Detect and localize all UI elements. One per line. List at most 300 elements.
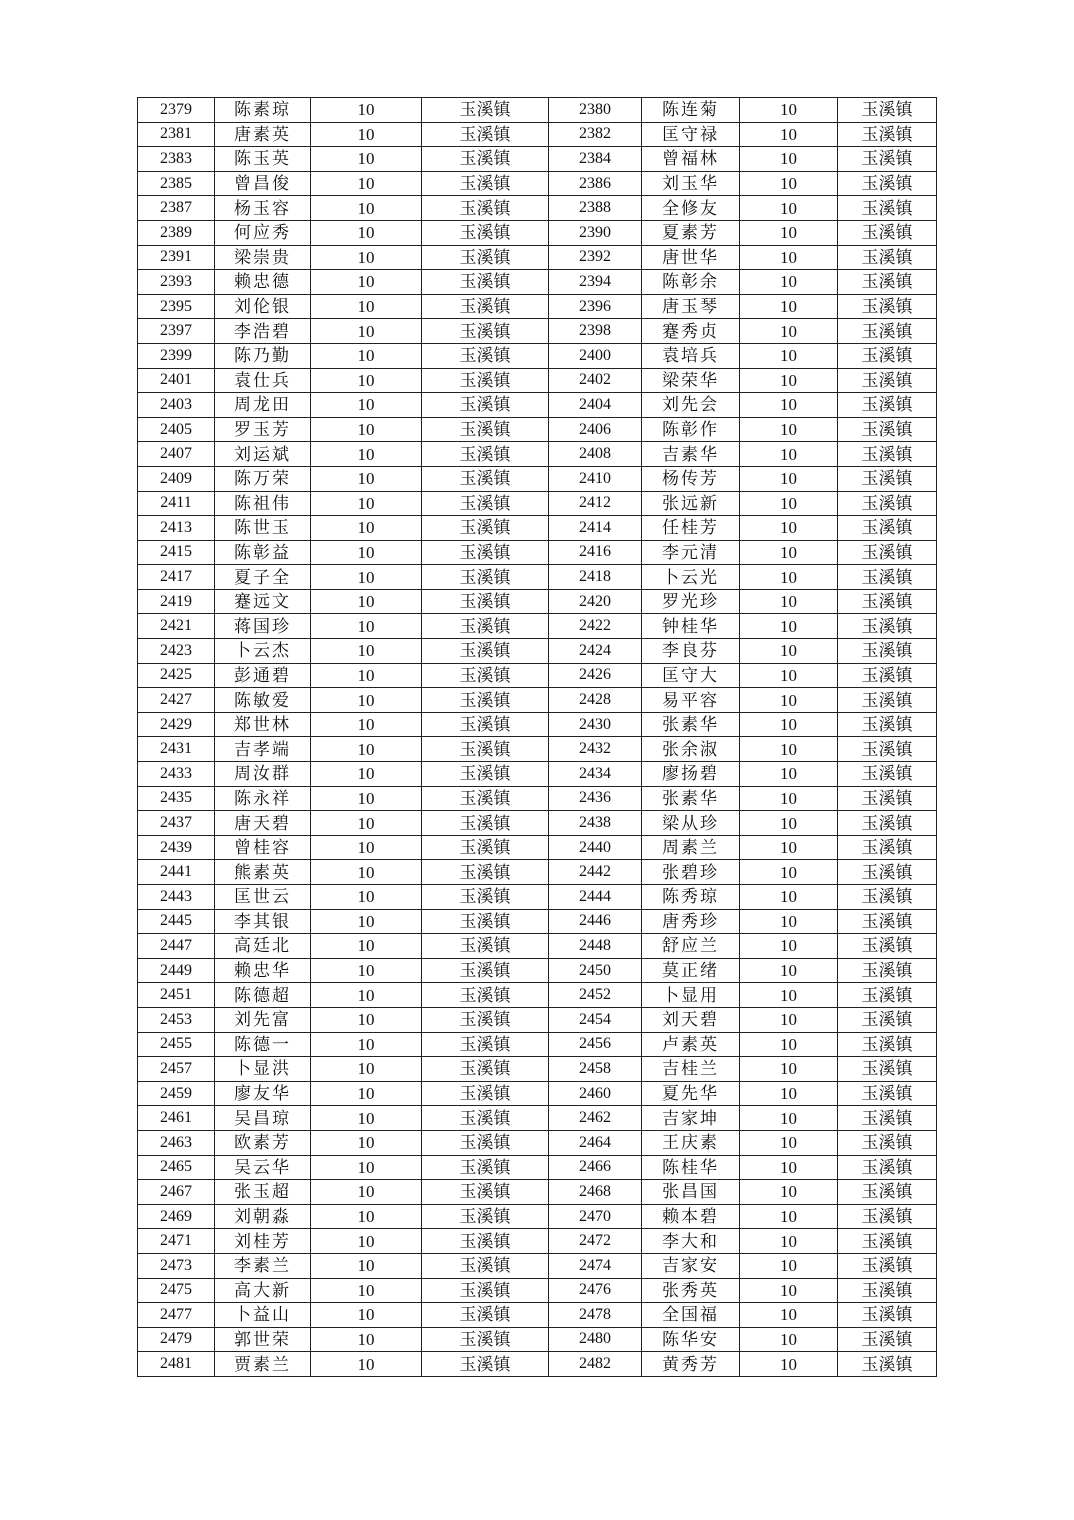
- amount-cell: 10: [311, 1130, 422, 1155]
- row-number-cell: 2397: [138, 319, 215, 344]
- amount-cell: 10: [740, 466, 838, 491]
- town-cell: 玉溪镇: [422, 393, 549, 418]
- person-name-cell: 赖忠华: [215, 958, 311, 983]
- town-cell: 玉溪镇: [422, 983, 549, 1008]
- person-name-cell: 匡守禄: [642, 122, 740, 147]
- table-row: [138, 589, 937, 614]
- person-name-cell: 张昌国: [642, 1180, 740, 1205]
- row-number-cell: 2409: [138, 466, 215, 491]
- amount-cell: 10: [740, 885, 838, 910]
- row-number-cell: 2454: [549, 1007, 642, 1032]
- amount-cell: 10: [740, 835, 838, 860]
- person-name-cell: 李素兰: [215, 1253, 311, 1278]
- town-cell: 玉溪镇: [422, 1303, 549, 1328]
- amount-cell: 10: [311, 393, 422, 418]
- town-cell: 玉溪镇: [422, 1057, 549, 1082]
- town-cell: 玉溪镇: [422, 786, 549, 811]
- table-row: [138, 737, 937, 762]
- table-row: [138, 220, 937, 245]
- row-number-cell: 2469: [138, 1204, 215, 1229]
- person-name-cell: 郑世林: [215, 712, 311, 737]
- amount-cell: 10: [740, 1229, 838, 1254]
- person-name-cell: 陈华安: [642, 1327, 740, 1352]
- town-cell: 玉溪镇: [422, 1032, 549, 1057]
- town-cell: 玉溪镇: [838, 294, 937, 319]
- town-cell: 玉溪镇: [422, 516, 549, 541]
- amount-cell: 10: [311, 516, 422, 541]
- table-row: [138, 368, 937, 393]
- person-name-cell: 廖扬碧: [642, 762, 740, 787]
- row-number-cell: 2458: [549, 1057, 642, 1082]
- amount-cell: 10: [311, 885, 422, 910]
- amount-cell: 10: [311, 614, 422, 639]
- row-number-cell: 2462: [549, 1106, 642, 1131]
- town-cell: 玉溪镇: [838, 1303, 937, 1328]
- person-name-cell: 卜云杰: [215, 639, 311, 664]
- town-cell: 玉溪镇: [422, 762, 549, 787]
- table-row: [138, 934, 937, 959]
- amount-cell: 10: [740, 540, 838, 565]
- person-name-cell: 梁从珍: [642, 811, 740, 836]
- town-cell: 玉溪镇: [422, 639, 549, 664]
- amount-cell: 10: [740, 1327, 838, 1352]
- amount-cell: 10: [740, 343, 838, 368]
- amount-cell: 10: [740, 417, 838, 442]
- table-row: [138, 1303, 937, 1328]
- row-number-cell: 2379: [138, 98, 215, 123]
- amount-cell: 10: [311, 270, 422, 295]
- row-number-cell: 2405: [138, 417, 215, 442]
- table-row: [138, 1180, 937, 1205]
- amount-cell: 10: [311, 1057, 422, 1082]
- row-number-cell: 2395: [138, 294, 215, 319]
- town-cell: 玉溪镇: [838, 762, 937, 787]
- person-name-cell: 张碧珍: [642, 860, 740, 885]
- table-row: [138, 565, 937, 590]
- amount-cell: 10: [311, 1081, 422, 1106]
- amount-cell: 10: [740, 983, 838, 1008]
- row-number-cell: 2470: [549, 1204, 642, 1229]
- person-name-cell: 梁崇贵: [215, 245, 311, 270]
- person-name-cell: 全国福: [642, 1303, 740, 1328]
- person-name-cell: 罗玉芳: [215, 417, 311, 442]
- table-row: [138, 712, 937, 737]
- table-row: [138, 688, 937, 713]
- town-cell: 玉溪镇: [838, 196, 937, 221]
- row-number-cell: 2393: [138, 270, 215, 295]
- town-cell: 玉溪镇: [838, 417, 937, 442]
- row-number-cell: 2453: [138, 1007, 215, 1032]
- row-number-cell: 2474: [549, 1253, 642, 1278]
- row-number-cell: 2431: [138, 737, 215, 762]
- town-cell: 玉溪镇: [838, 835, 937, 860]
- row-number-cell: 2437: [138, 811, 215, 836]
- town-cell: 玉溪镇: [838, 639, 937, 664]
- town-cell: 玉溪镇: [422, 1007, 549, 1032]
- row-number-cell: 2476: [549, 1278, 642, 1303]
- table-row: [138, 442, 937, 467]
- person-name-cell: 刘伦银: [215, 294, 311, 319]
- town-cell: 玉溪镇: [838, 885, 937, 910]
- table-row: [138, 466, 937, 491]
- town-cell: 玉溪镇: [838, 516, 937, 541]
- person-name-cell: 吴昌琼: [215, 1106, 311, 1131]
- person-name-cell: 钟桂华: [642, 614, 740, 639]
- row-number-cell: 2419: [138, 589, 215, 614]
- amount-cell: 10: [311, 1352, 422, 1377]
- town-cell: 玉溪镇: [838, 245, 937, 270]
- person-name-cell: 陈连菊: [642, 98, 740, 123]
- person-name-cell: 周龙田: [215, 393, 311, 418]
- person-name-cell: 何应秀: [215, 220, 311, 245]
- table-row: [138, 540, 937, 565]
- row-number-cell: 2403: [138, 393, 215, 418]
- row-number-cell: 2464: [549, 1130, 642, 1155]
- amount-cell: 10: [740, 245, 838, 270]
- town-cell: 玉溪镇: [838, 368, 937, 393]
- row-number-cell: 2394: [549, 270, 642, 295]
- row-number-cell: 2481: [138, 1352, 215, 1377]
- amount-cell: 10: [740, 122, 838, 147]
- person-name-cell: 李元清: [642, 540, 740, 565]
- row-number-cell: 2382: [549, 122, 642, 147]
- row-number-cell: 2422: [549, 614, 642, 639]
- town-cell: 玉溪镇: [838, 220, 937, 245]
- person-name-cell: 陈万荣: [215, 466, 311, 491]
- town-cell: 玉溪镇: [838, 147, 937, 172]
- row-number-cell: 2398: [549, 319, 642, 344]
- table-row: [138, 885, 937, 910]
- person-name-cell: 高大新: [215, 1278, 311, 1303]
- person-name-cell: 陈秀琼: [642, 885, 740, 910]
- town-cell: 玉溪镇: [838, 122, 937, 147]
- table-row: [138, 1032, 937, 1057]
- amount-cell: 10: [740, 98, 838, 123]
- town-cell: 玉溪镇: [838, 663, 937, 688]
- row-number-cell: 2412: [549, 491, 642, 516]
- town-cell: 玉溪镇: [838, 442, 937, 467]
- amount-cell: 10: [740, 147, 838, 172]
- amount-cell: 10: [311, 1032, 422, 1057]
- table-row: [138, 958, 937, 983]
- table-row: [138, 639, 937, 664]
- row-number-cell: 2459: [138, 1081, 215, 1106]
- person-name-cell: 张素华: [642, 712, 740, 737]
- table-row: [138, 1130, 937, 1155]
- person-name-cell: 张素华: [642, 786, 740, 811]
- roster-table: [137, 97, 937, 1377]
- amount-cell: 10: [740, 1032, 838, 1057]
- row-number-cell: 2388: [549, 196, 642, 221]
- table-row: [138, 196, 937, 221]
- town-cell: 玉溪镇: [838, 1007, 937, 1032]
- person-name-cell: 夏先华: [642, 1081, 740, 1106]
- person-name-cell: 杨传芳: [642, 466, 740, 491]
- row-number-cell: 2448: [549, 934, 642, 959]
- amount-cell: 10: [311, 196, 422, 221]
- person-name-cell: 陈永祥: [215, 786, 311, 811]
- amount-cell: 10: [740, 860, 838, 885]
- amount-cell: 10: [311, 688, 422, 713]
- row-number-cell: 2441: [138, 860, 215, 885]
- town-cell: 玉溪镇: [422, 614, 549, 639]
- amount-cell: 10: [311, 368, 422, 393]
- person-name-cell: 匡世云: [215, 885, 311, 910]
- town-cell: 玉溪镇: [838, 909, 937, 934]
- table-row: [138, 983, 937, 1008]
- row-number-cell: 2410: [549, 466, 642, 491]
- amount-cell: 10: [311, 1303, 422, 1328]
- town-cell: 玉溪镇: [422, 319, 549, 344]
- person-name-cell: 吉素华: [642, 442, 740, 467]
- amount-cell: 10: [311, 343, 422, 368]
- town-cell: 玉溪镇: [838, 1204, 937, 1229]
- person-name-cell: 罗光珍: [642, 589, 740, 614]
- row-number-cell: 2396: [549, 294, 642, 319]
- amount-cell: 10: [311, 663, 422, 688]
- person-name-cell: 刘玉华: [642, 171, 740, 196]
- table-row: [138, 98, 937, 123]
- town-cell: 玉溪镇: [838, 1253, 937, 1278]
- person-name-cell: 袁培兵: [642, 343, 740, 368]
- town-cell: 玉溪镇: [838, 786, 937, 811]
- row-number-cell: 2401: [138, 368, 215, 393]
- table-row: [138, 1081, 937, 1106]
- amount-cell: 10: [311, 565, 422, 590]
- amount-cell: 10: [311, 589, 422, 614]
- row-number-cell: 2417: [138, 565, 215, 590]
- amount-cell: 10: [311, 639, 422, 664]
- table-row: [138, 1278, 937, 1303]
- table-row: [138, 393, 937, 418]
- person-name-cell: 曾昌俊: [215, 171, 311, 196]
- table-row: [138, 1155, 937, 1180]
- person-name-cell: 任桂芳: [642, 516, 740, 541]
- row-number-cell: 2465: [138, 1155, 215, 1180]
- row-number-cell: 2386: [549, 171, 642, 196]
- town-cell: 玉溪镇: [422, 147, 549, 172]
- person-name-cell: 唐秀珍: [642, 909, 740, 934]
- amount-cell: 10: [740, 1303, 838, 1328]
- person-name-cell: 廖友华: [215, 1081, 311, 1106]
- row-number-cell: 2408: [549, 442, 642, 467]
- row-number-cell: 2426: [549, 663, 642, 688]
- person-name-cell: 刘先富: [215, 1007, 311, 1032]
- town-cell: 玉溪镇: [838, 1180, 937, 1205]
- person-name-cell: 吉家安: [642, 1253, 740, 1278]
- town-cell: 玉溪镇: [422, 1180, 549, 1205]
- table-row: [138, 1327, 937, 1352]
- amount-cell: 10: [311, 1204, 422, 1229]
- amount-cell: 10: [740, 909, 838, 934]
- table-row: [138, 1204, 937, 1229]
- town-cell: 玉溪镇: [838, 540, 937, 565]
- table-row: [138, 811, 937, 836]
- row-number-cell: 2439: [138, 835, 215, 860]
- town-cell: 玉溪镇: [838, 466, 937, 491]
- person-name-cell: 陈乃勤: [215, 343, 311, 368]
- amount-cell: 10: [740, 786, 838, 811]
- amount-cell: 10: [740, 565, 838, 590]
- town-cell: 玉溪镇: [422, 466, 549, 491]
- row-number-cell: 2479: [138, 1327, 215, 1352]
- row-number-cell: 2451: [138, 983, 215, 1008]
- town-cell: 玉溪镇: [838, 737, 937, 762]
- row-number-cell: 2390: [549, 220, 642, 245]
- table-row: [138, 1352, 937, 1377]
- town-cell: 玉溪镇: [422, 1155, 549, 1180]
- person-name-cell: 易平容: [642, 688, 740, 713]
- amount-cell: 10: [740, 442, 838, 467]
- table-row: [138, 663, 937, 688]
- amount-cell: 10: [311, 171, 422, 196]
- amount-cell: 10: [740, 811, 838, 836]
- town-cell: 玉溪镇: [422, 270, 549, 295]
- amount-cell: 10: [311, 958, 422, 983]
- town-cell: 玉溪镇: [838, 1106, 937, 1131]
- row-number-cell: 2427: [138, 688, 215, 713]
- amount-cell: 10: [740, 934, 838, 959]
- person-name-cell: 陈彰余: [642, 270, 740, 295]
- town-cell: 玉溪镇: [838, 1155, 937, 1180]
- row-number-cell: 2432: [549, 737, 642, 762]
- person-name-cell: 张秀英: [642, 1278, 740, 1303]
- amount-cell: 10: [740, 762, 838, 787]
- person-name-cell: 袁仕兵: [215, 368, 311, 393]
- table-row: [138, 860, 937, 885]
- row-number-cell: 2434: [549, 762, 642, 787]
- row-number-cell: 2429: [138, 712, 215, 737]
- amount-cell: 10: [740, 1155, 838, 1180]
- row-number-cell: 2428: [549, 688, 642, 713]
- table-row: [138, 122, 937, 147]
- town-cell: 玉溪镇: [422, 958, 549, 983]
- amount-cell: 10: [311, 98, 422, 123]
- amount-cell: 10: [740, 491, 838, 516]
- amount-cell: 10: [740, 958, 838, 983]
- town-cell: 玉溪镇: [422, 1081, 549, 1106]
- town-cell: 玉溪镇: [422, 885, 549, 910]
- person-name-cell: 王庆素: [642, 1130, 740, 1155]
- row-number-cell: 2457: [138, 1057, 215, 1082]
- person-name-cell: 李良芬: [642, 639, 740, 664]
- town-cell: 玉溪镇: [422, 245, 549, 270]
- row-number-cell: 2433: [138, 762, 215, 787]
- person-name-cell: 高廷北: [215, 934, 311, 959]
- town-cell: 玉溪镇: [838, 712, 937, 737]
- amount-cell: 10: [311, 1155, 422, 1180]
- town-cell: 玉溪镇: [838, 1057, 937, 1082]
- person-name-cell: 赖忠德: [215, 270, 311, 295]
- person-name-cell: 唐玉琴: [642, 294, 740, 319]
- person-name-cell: 熊素英: [215, 860, 311, 885]
- person-name-cell: 李其银: [215, 909, 311, 934]
- person-name-cell: 卜云光: [642, 565, 740, 590]
- table-row: [138, 294, 937, 319]
- person-name-cell: 唐天碧: [215, 811, 311, 836]
- row-number-cell: 2467: [138, 1180, 215, 1205]
- amount-cell: 10: [740, 688, 838, 713]
- person-name-cell: 夏子全: [215, 565, 311, 590]
- person-name-cell: 欧素芳: [215, 1130, 311, 1155]
- person-name-cell: 张玉超: [215, 1180, 311, 1205]
- amount-cell: 10: [740, 1253, 838, 1278]
- amount-cell: 10: [311, 934, 422, 959]
- person-name-cell: 曾桂容: [215, 835, 311, 860]
- town-cell: 玉溪镇: [422, 1352, 549, 1377]
- town-cell: 玉溪镇: [422, 1327, 549, 1352]
- table-row: [138, 614, 937, 639]
- row-number-cell: 2446: [549, 909, 642, 934]
- person-name-cell: 李浩碧: [215, 319, 311, 344]
- row-number-cell: 2440: [549, 835, 642, 860]
- amount-cell: 10: [311, 786, 422, 811]
- town-cell: 玉溪镇: [422, 1204, 549, 1229]
- town-cell: 玉溪镇: [838, 491, 937, 516]
- table-row: [138, 909, 937, 934]
- amount-cell: 10: [311, 540, 422, 565]
- town-cell: 玉溪镇: [838, 958, 937, 983]
- row-number-cell: 2455: [138, 1032, 215, 1057]
- amount-cell: 10: [740, 1130, 838, 1155]
- town-cell: 玉溪镇: [422, 737, 549, 762]
- person-name-cell: 吉桂兰: [642, 1057, 740, 1082]
- amount-cell: 10: [740, 1106, 838, 1131]
- person-name-cell: 陈玉英: [215, 147, 311, 172]
- amount-cell: 10: [311, 442, 422, 467]
- amount-cell: 10: [311, 466, 422, 491]
- row-number-cell: 2466: [549, 1155, 642, 1180]
- town-cell: 玉溪镇: [838, 934, 937, 959]
- row-number-cell: 2391: [138, 245, 215, 270]
- town-cell: 玉溪镇: [422, 171, 549, 196]
- row-number-cell: 2380: [549, 98, 642, 123]
- amount-cell: 10: [311, 762, 422, 787]
- row-number-cell: 2473: [138, 1253, 215, 1278]
- amount-cell: 10: [740, 663, 838, 688]
- row-number-cell: 2383: [138, 147, 215, 172]
- person-name-cell: 蹇远文: [215, 589, 311, 614]
- amount-cell: 10: [311, 1180, 422, 1205]
- town-cell: 玉溪镇: [422, 122, 549, 147]
- row-number-cell: 2447: [138, 934, 215, 959]
- row-number-cell: 2420: [549, 589, 642, 614]
- amount-cell: 10: [740, 196, 838, 221]
- row-number-cell: 2468: [549, 1180, 642, 1205]
- table-row: [138, 762, 937, 787]
- table-row: [138, 147, 937, 172]
- amount-cell: 10: [311, 1278, 422, 1303]
- row-number-cell: 2435: [138, 786, 215, 811]
- person-name-cell: 卜显洪: [215, 1057, 311, 1082]
- row-number-cell: 2452: [549, 983, 642, 1008]
- town-cell: 玉溪镇: [838, 688, 937, 713]
- person-name-cell: 彭通碧: [215, 663, 311, 688]
- town-cell: 玉溪镇: [422, 1278, 549, 1303]
- amount-cell: 10: [311, 245, 422, 270]
- table-row: [138, 245, 937, 270]
- amount-cell: 10: [740, 639, 838, 664]
- town-cell: 玉溪镇: [422, 98, 549, 123]
- row-number-cell: 2415: [138, 540, 215, 565]
- town-cell: 玉溪镇: [422, 220, 549, 245]
- town-cell: 玉溪镇: [422, 811, 549, 836]
- table-row: [138, 1229, 937, 1254]
- row-number-cell: 2387: [138, 196, 215, 221]
- person-name-cell: 黄秀芳: [642, 1352, 740, 1377]
- town-cell: 玉溪镇: [422, 565, 549, 590]
- person-name-cell: 杨玉容: [215, 196, 311, 221]
